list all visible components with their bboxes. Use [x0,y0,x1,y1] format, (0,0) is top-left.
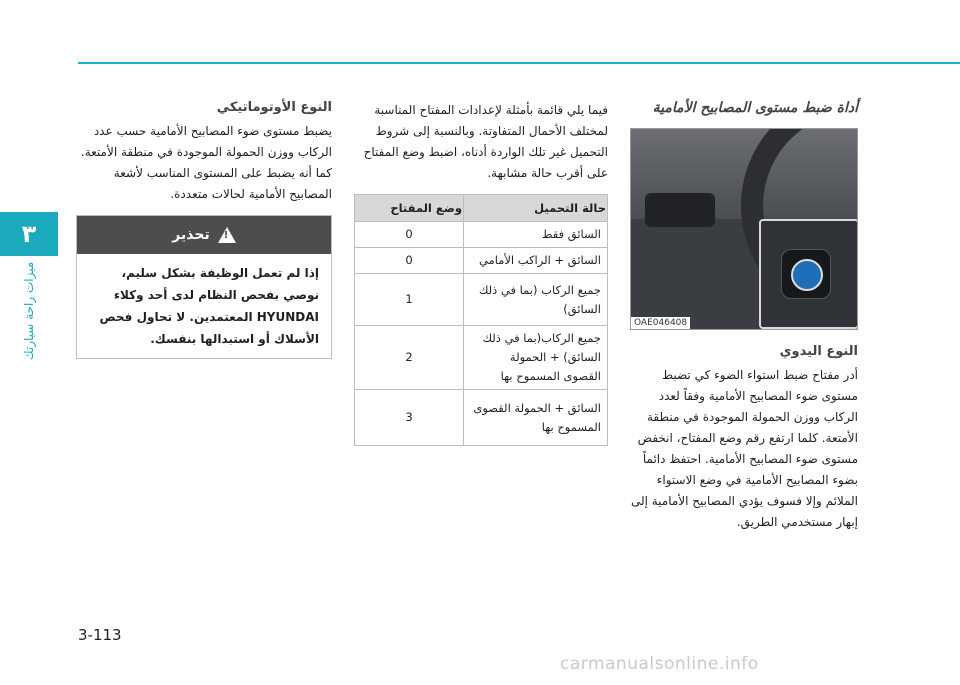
watermark: carmanualsonline.info [560,654,759,674]
manual-type-heading: النوع اليدوي [779,344,858,359]
table-cell-condition: جميع الركاب (بما في ذلك السائق) [464,274,608,326]
photo-code: OAE046408 [631,317,690,329]
table-cell-condition: السائق + الراكب الأمامي [464,248,608,274]
chapter-title: ميزات راحة سيارتك [22,261,36,361]
headlight-leveling-photo [630,128,858,330]
column-middle [352,100,608,446]
auto-type-paragraph: يضبط مستوى ضوء المصابيح الأمامية حسب عدد الركاب ووزن الحمولة الموجودة في منطقة الأمتعة. كما أنه يضبط على المستوى المناسب لأشعة المصابيح الأمامية لحالات متعددة. [80,124,332,201]
load-condition-table [354,194,608,446]
column-right [628,100,858,533]
table-cell-condition: السائق + الحمولة القصوى المسموح بها [464,390,608,446]
table-cell-condition: السائق فقط [464,222,608,248]
warning-triangle-icon: ! [218,227,236,243]
warning-title: تحذير [172,227,210,243]
warning-body: إذا لم تعمل الوظيفة بشكل سليم، نوصي بفحص النظام لدى أحد وكلاء HYUNDAI المعتمدين. لا تحاول فحص الأسلاك أو استبدالها بنفسك. [99,266,319,346]
table-header-position: وضع المفتاح [355,195,464,222]
table-cell-position: 1 [355,274,464,326]
manual-type-paragraph: أدر مفتاح ضبط استواء الضوء كي تضبط مستوى ضوء المصابيح الأمامية وفقاً لعدد الركاب ووزن الحمولة الموجودة في منطقة الأمتعة. كلما ارتفع رقم وضع المفتاح، انخفض مستوى ضوء المصابيح الأمامية. احتفظ دائماً بضوء المصابيح الأمامية في وضع الاستواء الملائم وإلا فسوف يؤدي المصابيح الأمامية إلى إبهار مستخدمي الطريق. [630,368,858,529]
table-row [355,222,608,248]
section-heading: أداة ضبط مستوى المصابيح الأمامية [652,100,858,116]
table-row [355,390,608,446]
page-number: 3-113 [78,626,122,644]
intro-paragraph: فيما يلي قائمة بأمثلة لإعدادات المفتاح المناسبة لمختلف الأحمال المتفاوتة. وبالنسبة إلى شروط التحميل غير تلك الواردة أدناه، اضبط وضع المفتاح على أقرب حالة مشابهة. [363,103,608,180]
top-rule [78,62,960,64]
column-left [76,100,332,359]
table-row [355,274,608,326]
rotate-arrow-icon [791,259,823,291]
auto-type-heading: النوع الأوتوماتيكي [216,100,332,115]
warning-box [76,215,332,359]
table-cell-position: 0 [355,248,464,274]
warning-header [77,216,331,254]
table-header-condition: حالة التحميل [464,195,608,222]
table-cell-position: 2 [355,326,464,390]
chapter-number: ٣ [21,220,37,248]
table-cell-condition: جميع الركاب(بما في ذلك السائق) + الحمولة القصوى المسموح بها [464,326,608,390]
table-row [355,326,608,390]
table-cell-position: 3 [355,390,464,446]
table-cell-position: 0 [355,222,464,248]
table-row [355,248,608,274]
